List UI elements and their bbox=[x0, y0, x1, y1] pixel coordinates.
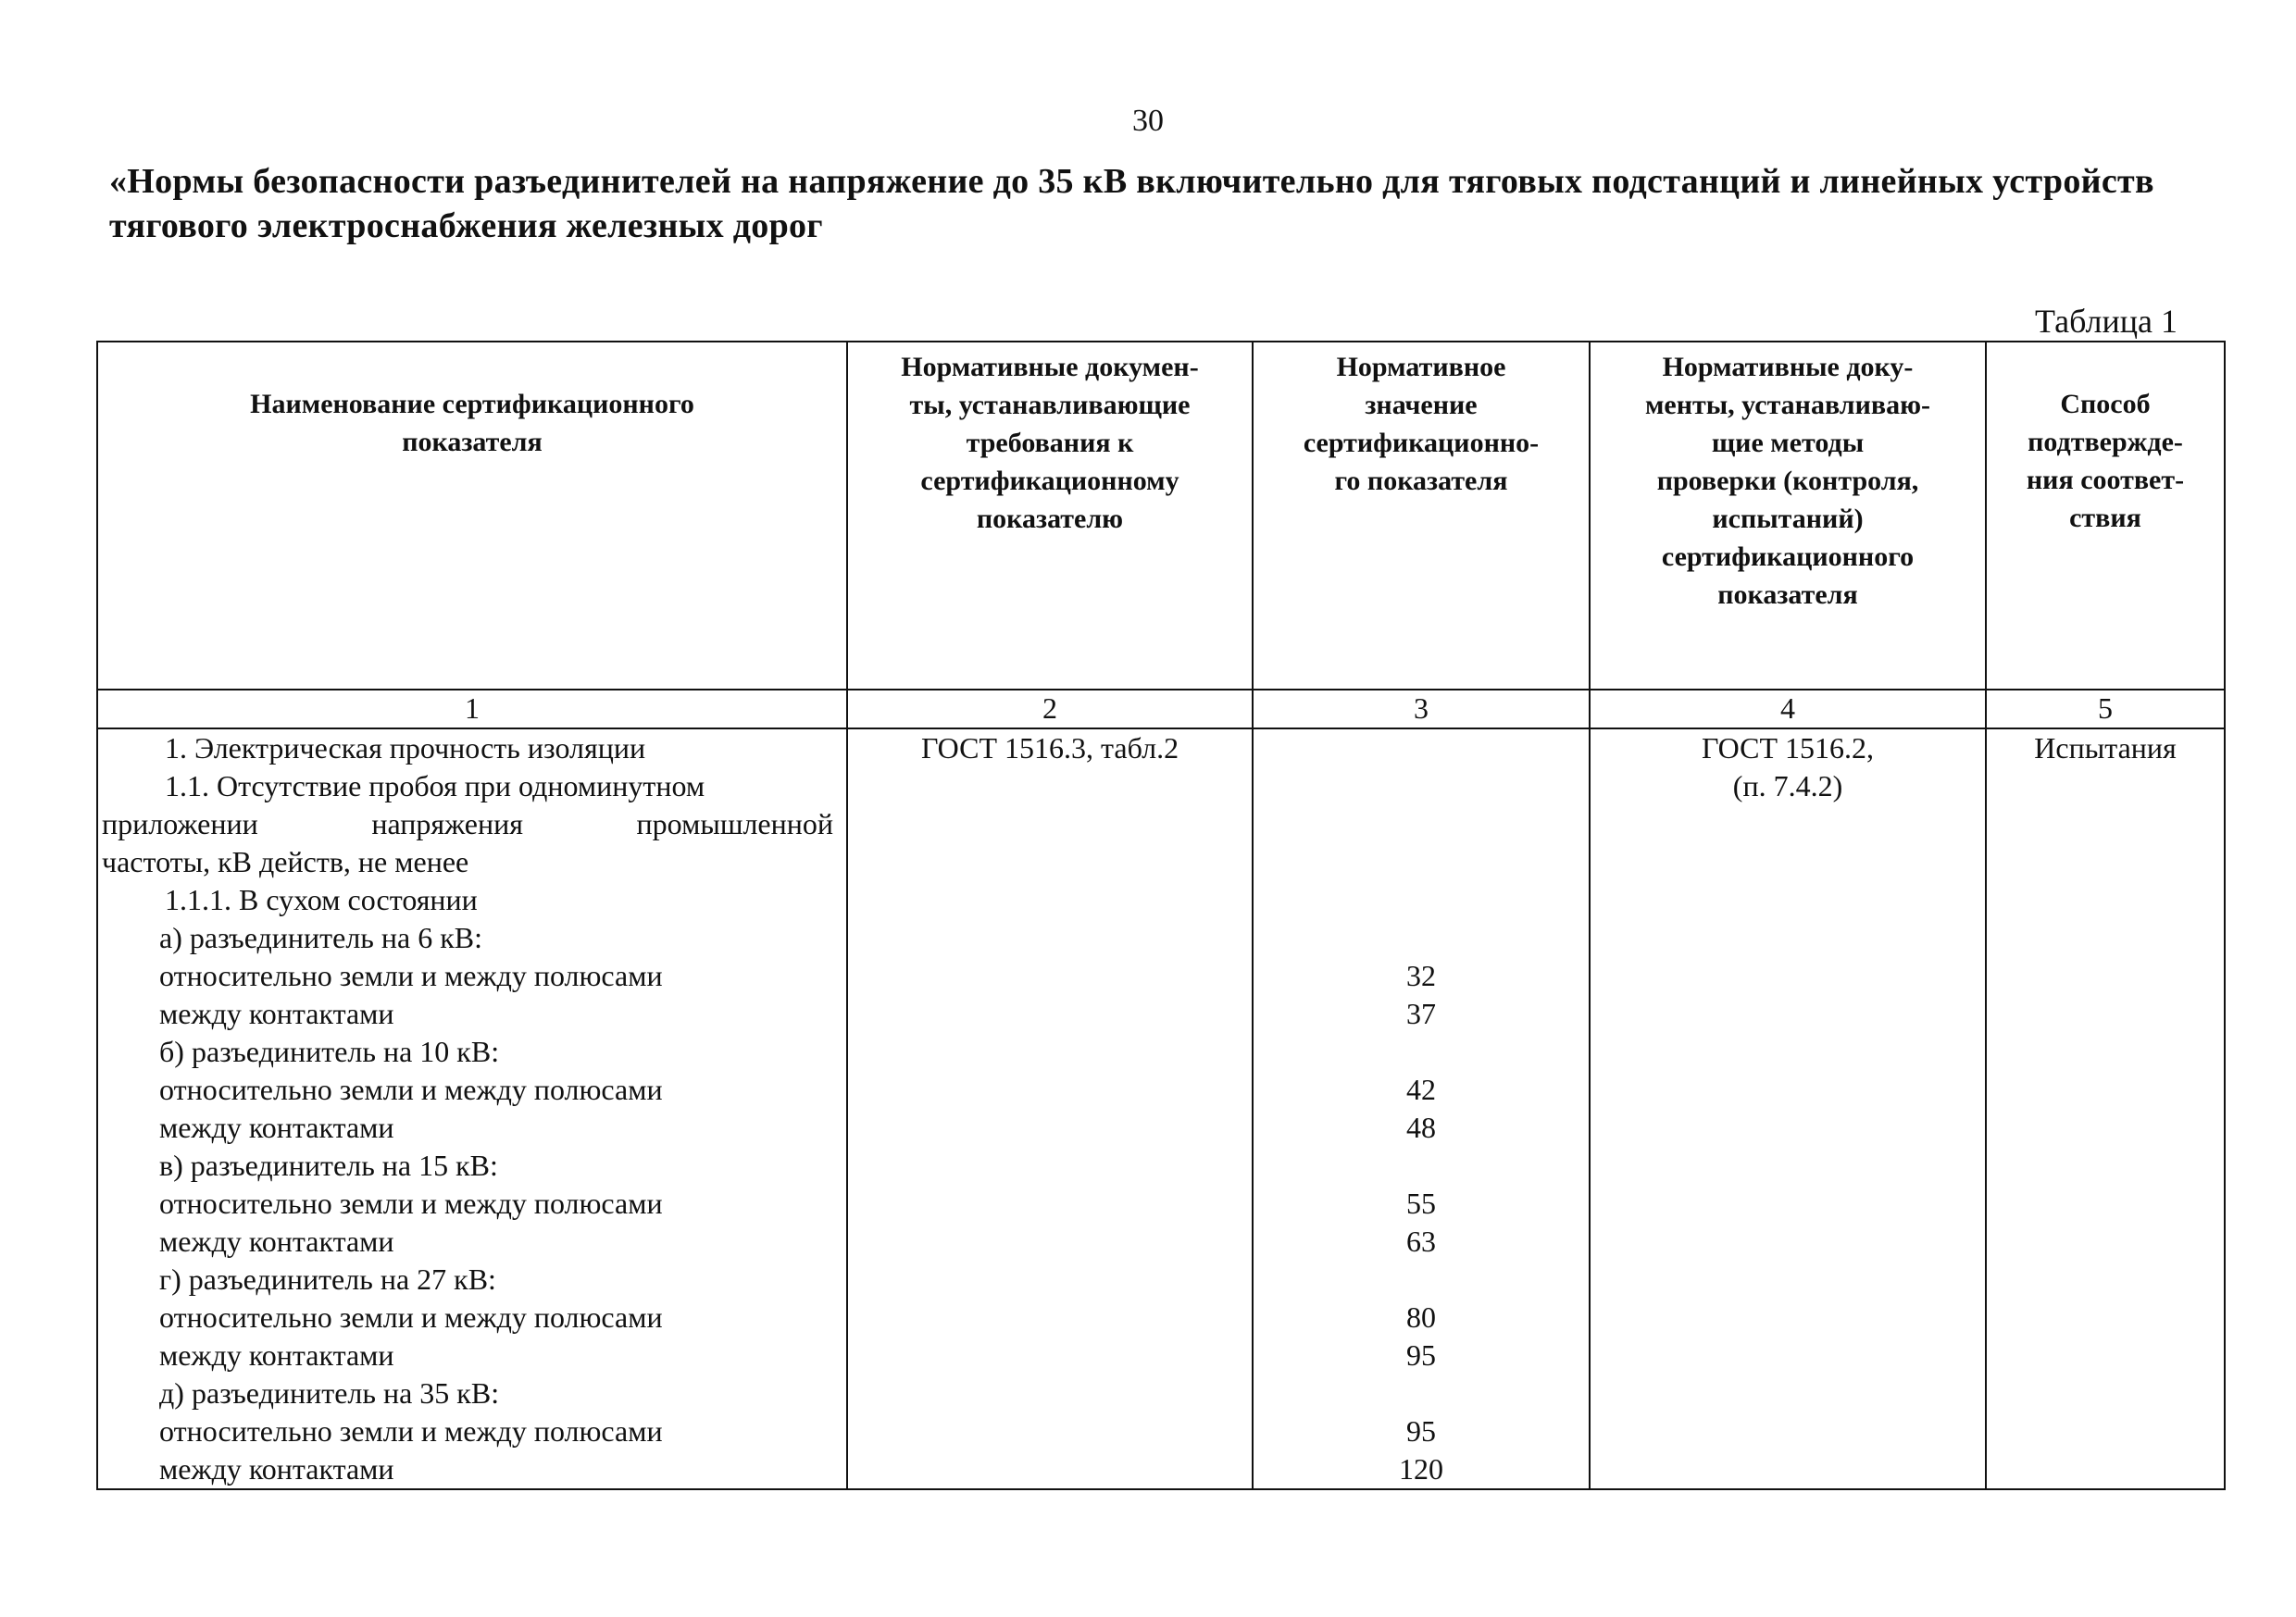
header-line: показателю bbox=[976, 504, 1124, 534]
indicator-line: между контактами bbox=[159, 1225, 394, 1258]
indicator-line: между контактами bbox=[159, 1111, 394, 1144]
indicator-line: относительно земли и между полюсами bbox=[159, 1300, 663, 1334]
header-line: ния соответ- bbox=[2026, 465, 2185, 495]
header-line: показателя bbox=[402, 427, 543, 457]
requirement-docs-cell bbox=[847, 728, 1253, 1489]
header-requirement-docs bbox=[847, 342, 1253, 690]
test-method-docs-cell bbox=[1590, 728, 1986, 1489]
value-15kv-contacts: 63 bbox=[1406, 1225, 1436, 1258]
header-line: щие методы bbox=[1711, 428, 1865, 458]
table-label: Таблица 1 bbox=[2035, 303, 2177, 340]
indicator-line: относительно земли и между полюсами bbox=[159, 1073, 663, 1106]
header-line: сертификационного bbox=[1661, 541, 1915, 572]
header-line: подтвержде- bbox=[2028, 427, 2183, 457]
header-line: значение bbox=[1365, 390, 1478, 420]
conformity-method-cell bbox=[1986, 728, 2225, 1489]
indicator-line: между контактами bbox=[159, 1452, 394, 1486]
indicator-line: между контактами bbox=[159, 997, 394, 1030]
header-normative-value bbox=[1253, 342, 1590, 690]
requirement-doc-ref: ГОСТ 1516.3, табл.2 bbox=[920, 731, 1179, 765]
header-indicator-name bbox=[97, 342, 847, 690]
test-method-ref: ГОСТ 1516.2, bbox=[1701, 731, 1875, 765]
value-27kv-ground: 80 bbox=[1406, 1300, 1436, 1334]
header-line: Нормативные доку- bbox=[1662, 352, 1914, 382]
normative-value-cell bbox=[1253, 728, 1590, 1489]
indicator-line: относительно земли и между полюсами bbox=[159, 959, 663, 992]
header-line: сертификационно- bbox=[1303, 428, 1540, 458]
header-line: показателя bbox=[1717, 579, 1858, 610]
header-line: проверки (контроля, bbox=[1656, 466, 1919, 496]
indicator-line: б) разъединитель на 10 кВ: bbox=[159, 1035, 500, 1068]
column-number: 3 bbox=[1253, 690, 1590, 728]
value-35kv-ground: 95 bbox=[1406, 1414, 1436, 1448]
indicator-line: приложении напряжения промышленной bbox=[102, 807, 833, 840]
indicator-cell bbox=[97, 728, 847, 1489]
indicator-line: 1.1. Отсутствие пробоя при одноминутном bbox=[165, 769, 705, 802]
header-line: Нормативные докумен- bbox=[901, 352, 1199, 382]
indicator-line: в) разъединитель на 15 кВ: bbox=[159, 1149, 498, 1182]
column-number: 2 bbox=[847, 690, 1253, 728]
table-row bbox=[97, 728, 2225, 1489]
document-title: «Нормы безопасности разъединителей на напряжение до 35 кВ включительно для тяговых подстанций и линейных устройств тягового электроснабжения железных дорог bbox=[109, 162, 2154, 245]
indicator-line: между контактами bbox=[159, 1338, 394, 1372]
table-header-row bbox=[97, 342, 2225, 690]
header-line: ты, устанавливающие bbox=[909, 390, 1191, 420]
header-line: Нормативное bbox=[1336, 352, 1506, 382]
header-line: Способ bbox=[2060, 389, 2151, 419]
indicator-line: частоты, кВ действ, не менее bbox=[102, 845, 469, 878]
certification-table bbox=[96, 341, 2226, 1490]
value-6kv-contacts: 37 bbox=[1406, 997, 1436, 1030]
value-27kv-contacts: 95 bbox=[1406, 1338, 1436, 1372]
column-number: 1 bbox=[97, 690, 847, 728]
indicator-line: относительно земли и между полюсами bbox=[159, 1414, 663, 1448]
column-number: 5 bbox=[1986, 690, 2225, 728]
conformity-method: Испытания bbox=[2034, 731, 2177, 765]
header-line: ствия bbox=[2069, 503, 2141, 533]
header-line: испытаний) bbox=[1712, 504, 1864, 534]
value-10kv-ground: 42 bbox=[1406, 1073, 1436, 1106]
test-method-clause: (п. 7.4.2) bbox=[1732, 769, 1843, 802]
value-6kv-ground: 32 bbox=[1406, 959, 1436, 992]
column-number: 4 bbox=[1590, 690, 1986, 728]
header-line: менты, устанавливаю- bbox=[1644, 390, 1930, 420]
page-number: 30 bbox=[1132, 104, 1164, 138]
header-line: Наименование сертификационного bbox=[250, 389, 694, 419]
value-35kv-contacts: 120 bbox=[1399, 1452, 1443, 1486]
value-10kv-contacts: 48 bbox=[1406, 1111, 1436, 1144]
header-test-method-docs bbox=[1590, 342, 1986, 690]
indicator-line: 1. Электрическая прочность изоляции bbox=[165, 731, 646, 765]
header-line: требования к bbox=[966, 428, 1134, 458]
value-15kv-ground: 55 bbox=[1406, 1187, 1436, 1220]
indicator-line: д) разъединитель на 35 кВ: bbox=[159, 1376, 500, 1410]
header-line: го показателя bbox=[1334, 466, 1508, 496]
indicator-line: а) разъединитель на 6 кВ: bbox=[159, 921, 482, 954]
header-conformity-method bbox=[1986, 342, 2225, 690]
header-line: сертификационному bbox=[920, 466, 1179, 496]
indicator-line: г) разъединитель на 27 кВ: bbox=[159, 1263, 496, 1296]
indicator-line: относительно земли и между полюсами bbox=[159, 1187, 663, 1220]
column-number-row bbox=[97, 690, 2225, 728]
indicator-line: 1.1.1. В сухом состоянии bbox=[165, 883, 478, 916]
